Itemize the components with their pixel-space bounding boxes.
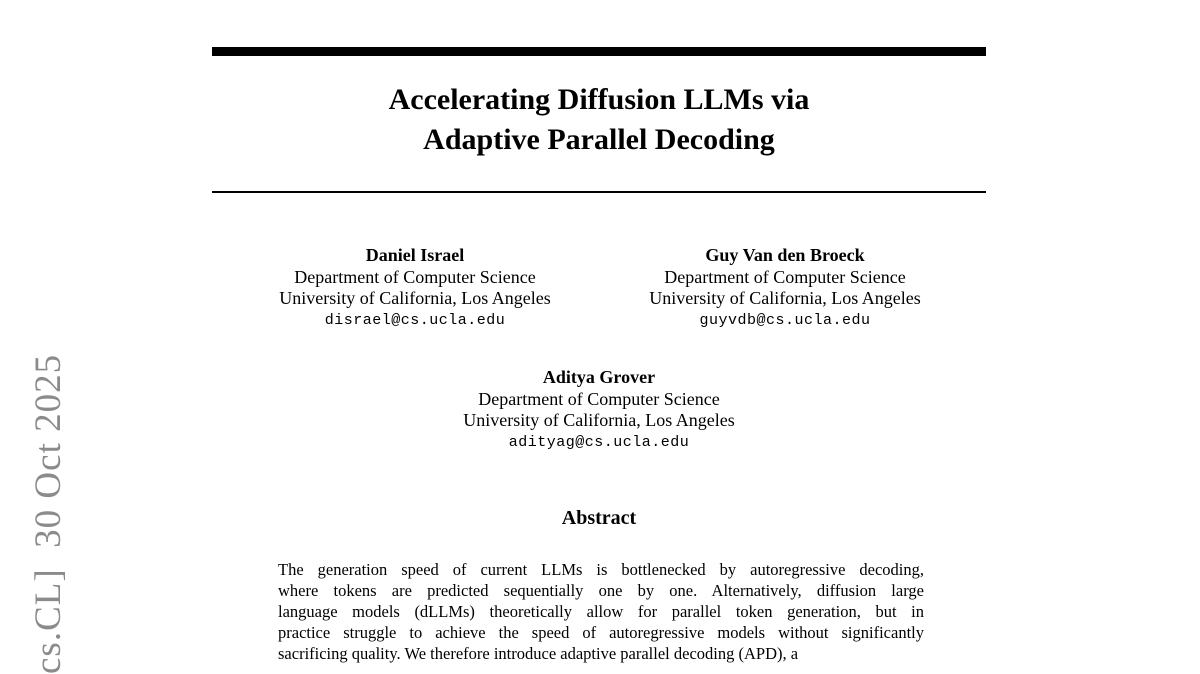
author-email: adityag@cs.ucla.edu [508,433,690,451]
author-name: Aditya Grover [542,367,656,387]
author-block-aditya-grover [212,367,986,453]
top-thick-rule [212,47,986,56]
paper-title [212,80,986,160]
abstract-line: where tokens are predicted sequentially one by one. Alternatively, diffusion large [278,581,924,600]
author-row [230,245,970,331]
paper-title-line-1: Accelerating Diffusion LLMs via [388,83,810,116]
author-name: Guy Van den Broeck [705,245,865,265]
author-name: Daniel Israel [365,245,465,265]
author-email: guyvdb@cs.ucla.edu [699,311,871,329]
author-block-daniel-israel [230,245,600,331]
abstract-line-clipped: sacrificing quality. We therefore introduce adaptive parallel decoding (APD), a [278,644,799,663]
abstract-text [278,559,924,664]
arxiv-watermark: cs.CL] 30 Oct 2025 [28,353,69,674]
author-department: Department of Computer Science [294,266,536,287]
author-department: Department of Computer Science [478,388,720,409]
author-university: University of California, Los Angeles [279,288,551,308]
abstract-line: practice struggle to achieve the speed of autoregressive models without significantly [278,623,924,642]
paper-title-line-2: Adaptive Parallel Decoding [423,123,775,156]
author-department: Department of Computer Science [664,266,906,287]
author-block-guy-van-den-broeck [600,245,970,331]
author-university: University of California, Los Angeles [649,288,921,308]
title-separator-rule [212,191,986,193]
abstract-heading: Abstract [561,507,637,529]
author-row-center [212,367,986,453]
abstract-line: language models (dLLMs) theoretically allow for parallel token generation, but in [278,602,924,621]
abstract-line: The generation speed of current LLMs is bottlenecked by autoregressive decoding, [278,560,924,579]
author-university: University of California, Los Angeles [463,410,735,430]
author-email: disrael@cs.ucla.edu [324,311,506,329]
